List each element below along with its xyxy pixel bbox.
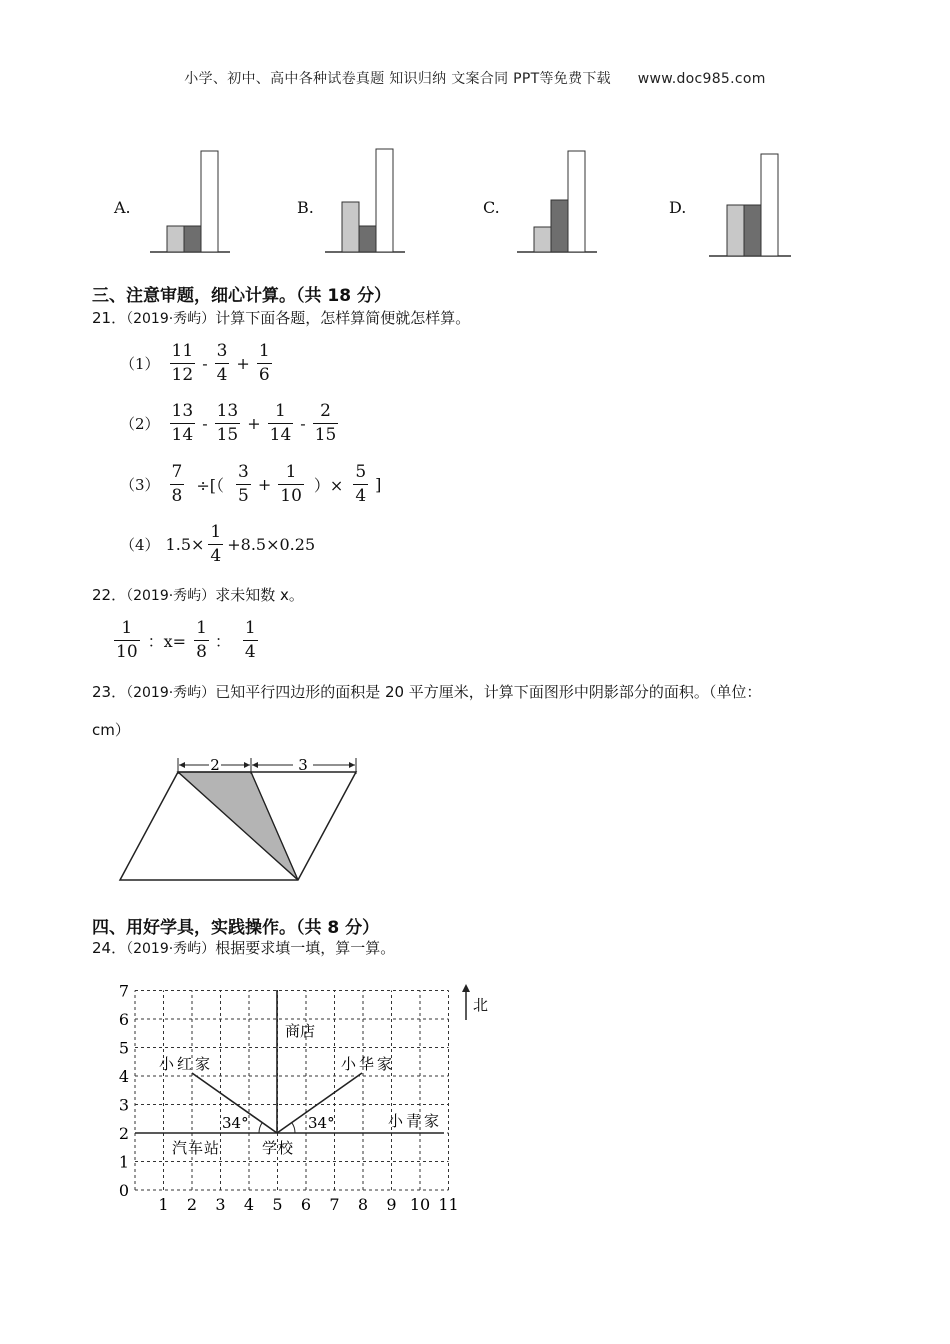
x-tick-label: 9 bbox=[386, 1195, 397, 1214]
operator: ] bbox=[375, 475, 382, 494]
option-b-label: B. bbox=[297, 198, 314, 217]
x-tick-label: 11 bbox=[438, 1195, 459, 1214]
denominator: 4 bbox=[355, 486, 367, 506]
north-arrowhead-icon bbox=[462, 984, 470, 992]
q22-source: （2019·秀屿） bbox=[126, 588, 216, 604]
ratio-colon: ： bbox=[214, 632, 231, 651]
operator: ÷[（ bbox=[196, 476, 225, 495]
q21-part2 bbox=[120, 403, 342, 444]
place-xiaohong: 小红家 bbox=[159, 1055, 214, 1073]
place-school: 学校 bbox=[262, 1139, 295, 1157]
q21-part4 bbox=[120, 524, 315, 565]
numerator: 13 bbox=[171, 401, 194, 421]
numerator: 5 bbox=[355, 462, 367, 482]
section-4-title: 四、用好学具，实践操作。（共 8 分） bbox=[92, 918, 380, 938]
fraction bbox=[257, 343, 272, 384]
denominator: 4 bbox=[216, 365, 228, 385]
numerator: 3 bbox=[238, 462, 249, 482]
x-tick-label: 4 bbox=[243, 1195, 255, 1214]
denominator: 4 bbox=[210, 546, 222, 566]
q23-number: 23． bbox=[92, 683, 127, 701]
option-d-chart bbox=[709, 148, 794, 260]
numerator: 2 bbox=[320, 401, 331, 421]
angle-arc-left bbox=[259, 1123, 262, 1133]
q23-stem-cont: cm） bbox=[92, 721, 130, 739]
angle-label-left: 34° bbox=[222, 1114, 249, 1132]
q24-stem bbox=[92, 937, 395, 958]
denominator: 10 bbox=[280, 486, 302, 506]
operator: - bbox=[202, 354, 208, 373]
numerator: 1 bbox=[210, 522, 222, 542]
x-tick-label: 1 bbox=[158, 1195, 169, 1214]
fraction bbox=[170, 403, 196, 444]
operator: + bbox=[257, 475, 272, 494]
operator: + bbox=[247, 414, 261, 433]
operator: - bbox=[300, 414, 306, 433]
dimension-2: 2 bbox=[210, 756, 220, 774]
fraction bbox=[313, 403, 339, 444]
x-tick-label: 8 bbox=[357, 1195, 369, 1214]
q22-text: 求未知数 x。 bbox=[215, 586, 304, 604]
denominator: 12 bbox=[171, 365, 194, 385]
part-label: （2） bbox=[120, 415, 160, 433]
place-shop: 商店 bbox=[285, 1022, 316, 1040]
header-url: www.doc985.com bbox=[637, 71, 766, 87]
fraction bbox=[243, 620, 258, 661]
q23-source: （2019·秀屿） bbox=[126, 685, 216, 701]
option-d-label: D. bbox=[669, 198, 687, 217]
angle-label-right: 34° bbox=[308, 1114, 335, 1132]
numerator: 13 bbox=[216, 401, 239, 421]
q22-number: 22． bbox=[92, 586, 127, 604]
map-grid bbox=[135, 991, 449, 1191]
option-a-chart bbox=[150, 148, 230, 258]
fraction bbox=[215, 403, 241, 444]
expression-prefix: 1.5× bbox=[165, 535, 205, 554]
place-xiaoqing: 小青家 bbox=[388, 1112, 443, 1130]
option-c-label: C. bbox=[483, 198, 500, 217]
angle-arc-right bbox=[292, 1123, 295, 1133]
x-tick-label: 6 bbox=[300, 1195, 312, 1214]
q21-number: 21． bbox=[92, 309, 127, 327]
north-label: 北 bbox=[473, 996, 489, 1014]
option-c-chart bbox=[517, 148, 597, 258]
page-header bbox=[0, 68, 950, 88]
x-tick-label: 5 bbox=[272, 1195, 283, 1214]
header-text: 小学、初中、高中各种试卷真题 知识归纳 文案合同 PPT等免费下载 bbox=[184, 71, 611, 87]
place-bus-station: 汽车站 bbox=[172, 1139, 221, 1157]
numerator: 3 bbox=[216, 341, 228, 361]
x-axis-ticks bbox=[158, 1195, 458, 1214]
expression-suffix: +8.5×0.25 bbox=[227, 535, 316, 554]
denominator: 8 bbox=[196, 642, 207, 662]
y-axis-ticks bbox=[119, 982, 129, 1201]
fraction bbox=[215, 343, 230, 384]
denominator: 15 bbox=[216, 425, 239, 445]
y-tick-label: 1 bbox=[118, 1152, 129, 1172]
y-tick-label: 0 bbox=[118, 1181, 129, 1200]
operator: - bbox=[202, 414, 208, 433]
direction-map bbox=[115, 978, 500, 1218]
q22-equation bbox=[110, 620, 262, 661]
part-label: （4） bbox=[120, 536, 160, 554]
q21-text: 计算下面各题，怎样算简便就怎样算。 bbox=[215, 309, 471, 327]
y-tick-label: 7 bbox=[118, 981, 129, 1001]
fraction bbox=[268, 403, 294, 444]
part-label: （3） bbox=[120, 476, 160, 494]
denominator: 14 bbox=[171, 425, 194, 445]
q24-text: 根据要求填一填，算一算。 bbox=[215, 939, 396, 957]
place-xiaohua: 小华家 bbox=[341, 1055, 396, 1073]
option-a-label: A. bbox=[114, 198, 131, 217]
q21-part1 bbox=[120, 343, 276, 384]
fraction bbox=[114, 620, 140, 661]
numerator: 1 bbox=[196, 618, 207, 638]
q21-part3 bbox=[120, 464, 384, 505]
q21-source: （2019·秀屿） bbox=[126, 311, 216, 327]
denominator: 8 bbox=[171, 486, 183, 506]
fraction bbox=[353, 464, 368, 505]
q21-stem bbox=[92, 307, 470, 328]
numerator: 1 bbox=[258, 341, 270, 361]
parallelogram-figure bbox=[115, 752, 365, 887]
q24-number: 24． bbox=[92, 939, 127, 957]
y-tick-label: 2 bbox=[118, 1124, 129, 1143]
denominator: 14 bbox=[269, 425, 292, 445]
denominator: 15 bbox=[314, 425, 337, 445]
section-3-title: 三、注意审题，细心计算。（共 18 分） bbox=[92, 286, 391, 306]
fraction bbox=[170, 343, 196, 384]
q23-text: 已知平行四边形的面积是 20 平方厘米，计算下面图形中阴影部分的面积。（单位： bbox=[215, 683, 762, 701]
numerator: 1 bbox=[275, 401, 286, 421]
x-tick-label: 2 bbox=[186, 1195, 198, 1214]
denominator: 5 bbox=[238, 486, 249, 506]
q24-source: （2019·秀屿） bbox=[126, 941, 216, 957]
denominator: 6 bbox=[258, 365, 270, 385]
q23-stem bbox=[92, 681, 872, 702]
operator: ）× bbox=[313, 476, 344, 495]
fraction bbox=[236, 464, 251, 505]
numerator: 1 bbox=[121, 618, 133, 638]
fraction bbox=[194, 620, 209, 661]
x-tick-label: 7 bbox=[329, 1195, 340, 1214]
fraction bbox=[170, 464, 185, 505]
y-tick-label: 3 bbox=[118, 1095, 129, 1115]
x-tick-label: 10 bbox=[409, 1195, 431, 1214]
equation-mid: ：x= bbox=[147, 632, 187, 651]
numerator: 1 bbox=[244, 618, 256, 638]
fraction bbox=[208, 524, 223, 565]
y-tick-label: 5 bbox=[118, 1038, 129, 1058]
y-tick-label: 6 bbox=[118, 1010, 129, 1029]
denominator: 10 bbox=[116, 642, 138, 662]
fraction bbox=[278, 464, 304, 505]
numerator: 7 bbox=[171, 462, 183, 482]
numerator: 1 bbox=[285, 462, 297, 482]
q22-stem bbox=[92, 584, 304, 605]
operator: + bbox=[236, 354, 250, 373]
x-tick-label: 3 bbox=[215, 1195, 226, 1214]
option-b-chart bbox=[325, 148, 405, 258]
denominator: 4 bbox=[244, 642, 256, 662]
part-label: （1） bbox=[120, 355, 160, 373]
dimension-3: 3 bbox=[298, 756, 308, 774]
numerator: 11 bbox=[171, 341, 194, 361]
y-tick-label: 4 bbox=[118, 1067, 129, 1086]
